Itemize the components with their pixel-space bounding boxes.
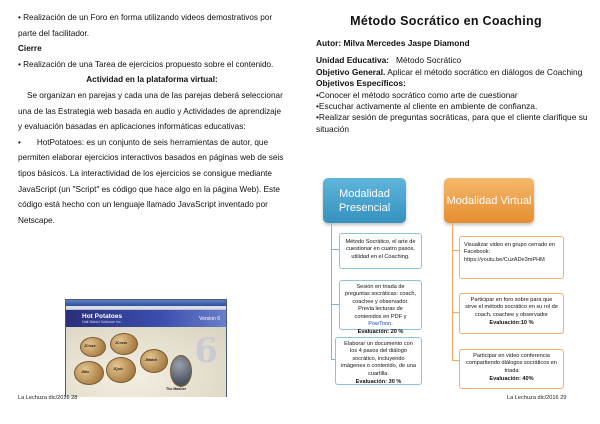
potato-label: JCloze — [84, 344, 96, 348]
potato-label: The Masher — [166, 387, 186, 391]
presencial-branch — [331, 249, 339, 250]
left-page-text — [18, 10, 286, 228]
card-text: Elaborar un documento con los 4 pasos del diálogo socrático, incluyendo imágenes o contenido, de una cuartilla. — [341, 341, 416, 377]
especifico-item: •Escuchar activamente al cliente en ambiente de confianza. — [316, 101, 538, 112]
potato-label: JMatch — [145, 358, 158, 362]
card-text: Sesión en triada de preguntas socráticas: coach, coachee y observador. Previa lecturas de contenidos en PDF y — [344, 284, 417, 320]
screenshot-title: Hot Potatoes — [82, 313, 123, 320]
virtual-connector — [452, 223, 453, 360]
unidad-value: Método Socrático — [396, 55, 462, 66]
powtoon-link[interactable]: PowToon — [368, 321, 392, 328]
author-label: Autor: — [316, 38, 342, 48]
author-line — [316, 38, 588, 49]
heading-cierre: Cierre — [18, 44, 42, 54]
virtual-card — [459, 349, 564, 389]
paragraph-parejas: Se organizan en parejas y cada una de las parejas deberá seleccionar una de las Estrategia web basada en audio y Actividades de aprendizaje y evaluación basadas en aplicaciones informáticas educativas: — [18, 90, 283, 132]
card-text-end: . — [391, 321, 393, 328]
screenshot-version: Version 6 — [199, 315, 220, 322]
especificos-label: Objetivos Específicos: — [316, 78, 406, 89]
evaluation-label: Evaluación:10 % — [489, 320, 534, 327]
screenshot-banner — [66, 310, 226, 327]
card-text: Método Socrático, el arte de cuestionar en cuatro pasos, utilidad en el Coaching. — [345, 239, 416, 260]
author-name: Milva Mercedes Jaspe Diamond — [343, 38, 470, 48]
virtual-branch — [452, 360, 459, 361]
objetivo-label: Objetivo General. — [316, 66, 386, 77]
footer-right: La Lechuza dic/2016 29 — [507, 395, 567, 401]
potato-label: JCross — [115, 341, 128, 345]
unidad-label: Unidad Educativa: — [316, 55, 390, 66]
right-page-text — [316, 38, 588, 135]
version-six-graphic: 6 — [194, 331, 218, 371]
objetivo-line — [316, 67, 588, 78]
potato-label: JMix — [81, 370, 89, 374]
especifico-item: •Conocer el método socrático como arte de cuestionar — [316, 89, 518, 100]
evaluation-label: Evaluación: 30 % — [355, 379, 402, 386]
presencial-card — [339, 233, 422, 269]
hotpotatoes-screenshot — [65, 299, 227, 397]
presencial-card — [339, 280, 422, 336]
virtual-branch — [452, 312, 459, 313]
paragraph-foro: • Realización de un Foro en forma utilizando videos demostrativos por parte del facilitador. — [18, 13, 273, 38]
presencial-connector — [331, 223, 332, 359]
presencial-branch — [331, 304, 339, 305]
heading-actividad: Actividad en la plataforma virtual: — [86, 75, 218, 85]
evaluation-label: Evaluación: 20 % — [357, 329, 404, 336]
bullet: • — [18, 137, 21, 147]
card-text: Visualizar video en grupo cerrado en Facebook: — [464, 242, 556, 256]
presencial-card — [335, 337, 422, 385]
modalidad-virtual-header: Modalidad Virtual — [444, 178, 534, 223]
virtual-branch — [452, 250, 459, 251]
especifico-item: •Realizar sesión de preguntas socráticas, para que el cliente clarifique su situación — [316, 112, 588, 134]
paragraph-hotpotatoes — [18, 135, 286, 229]
paragraph-tarea: • Realización de una Tarea de ejercicios propuesto sobre el contenido. — [18, 59, 274, 69]
card-text: Participar en video conferencia compartiendo diálogos socráticos en triada — [466, 353, 557, 374]
screenshot-subtitle: Half-Baked Software Inc. — [82, 320, 122, 324]
page-title: Método Socrático en Coaching — [350, 14, 542, 28]
modalidad-presencial-header: Modalidad Presencial — [323, 178, 406, 223]
footer-left: La Lechuza dic/2016 28 — [18, 395, 78, 401]
virtual-card — [459, 293, 564, 334]
evaluation-label: Evaluación: 40% — [489, 376, 534, 383]
masher-figure — [170, 355, 192, 387]
potato-label: JQuiz — [113, 367, 123, 371]
screenshot-body — [66, 327, 226, 397]
unidad-line — [316, 55, 588, 66]
potato-jmix — [74, 361, 104, 385]
virtual-card — [459, 236, 564, 279]
objetivo-value: Aplicar el método socrático en diálogos de Coaching — [387, 66, 583, 77]
card-text: Participar en foro sobre para que sirve el método socrático en su rol de coach, coachee y observador — [465, 297, 558, 318]
hotpotatoes-text: HotPotatoes: es un conjunto de seis herramientas de autor, que permiten elaborar ejercicios interactivos basados en páginas web de seis tipos básicos. La interactividad de los ejercicios se consigue mediante JavaScript (un "Script" es código que hace algo en la página Web). Este código está hecho con un lenguaje llamado JavaScript inventado por Netscape. — [18, 137, 284, 225]
youtube-url[interactable]: https://youtu.be/CuzADe3mPHM — [464, 256, 545, 263]
